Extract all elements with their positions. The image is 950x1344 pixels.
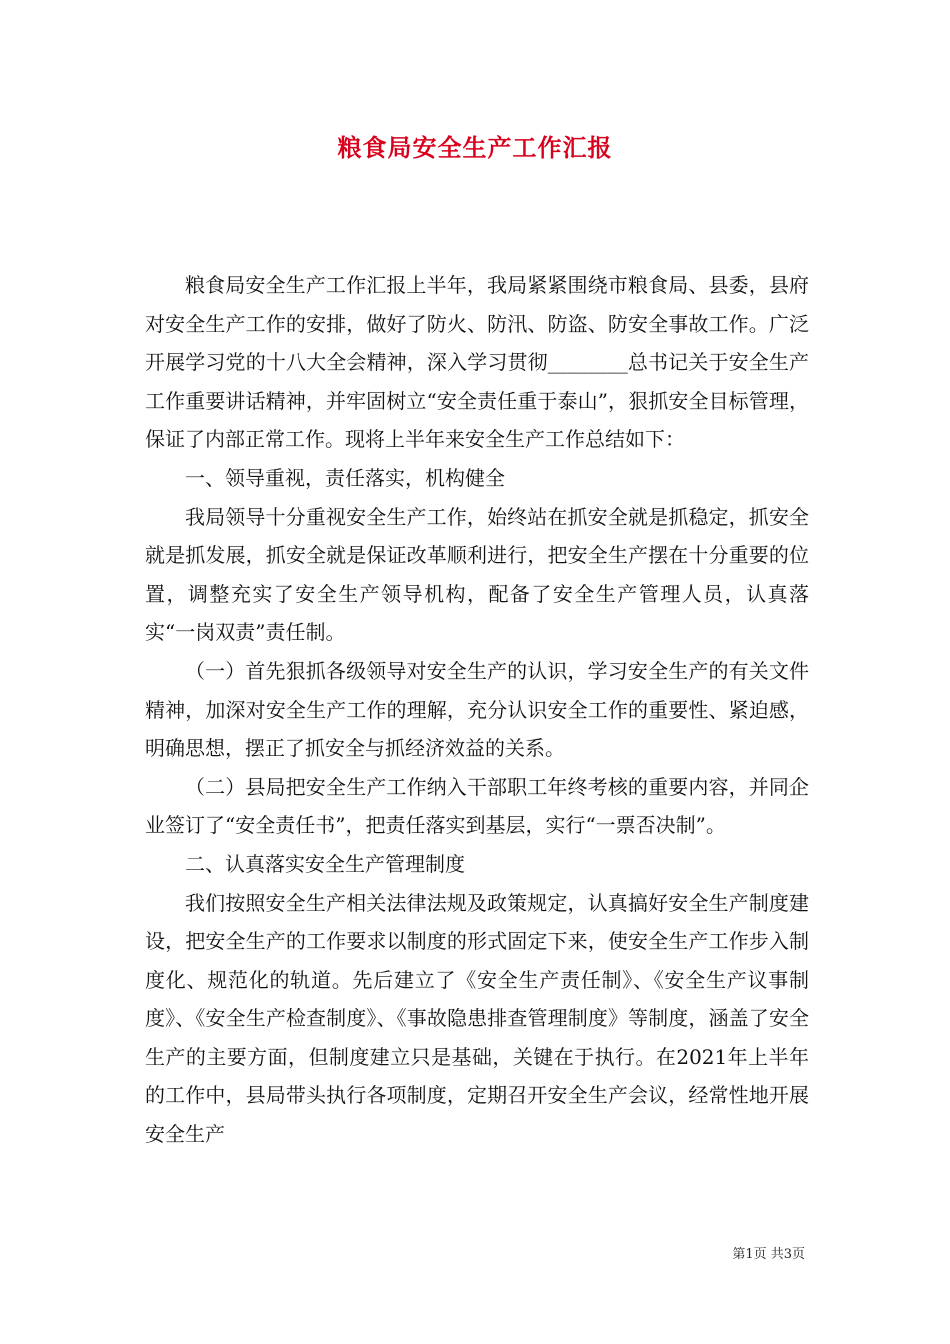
section-heading-1: 一、领导重视，责任落实，机构健全 bbox=[185, 465, 505, 490]
paragraph-item-1: （一）首先狠抓各级领导对安全生产的认识，学习安全生产的有关文件精神，加深对安全生产工作的理解，充分认识安全工作的重要性、紧迫感，明确思想，摆正了抓安全与抓经济效益的关系。 bbox=[145, 658, 809, 761]
paragraph-intro: 粮食局安全生产工作汇报上半年，我局紧紧围绕市粮食局、县委，县府对安全生产工作的安排，做好了防火、防汛、防盗、防安全事故工作。广泛开展学习党的十八大全会精神，深入学习贯彻________总书记关于安全生产工作重要讲话精神，并牢固树立“安全责任重于泰山”，狠抓安全目标管理，保证了内部正常工作。现将上半年来安全生产工作总结如下： bbox=[145, 273, 809, 452]
document-title: 粮食局安全生产工作汇报 bbox=[337, 133, 613, 162]
paragraph-section-1: 我局领导十分重视安全生产工作，始终站在抓安全就是抓稳定，抓安全就是抓发展，抓安全就是保证改革顺利进行，把安全生产摆在十分重要的位置，调整充实了安全生产领导机构，配备了安全生产管理人员，认真落实“一岗双责”责任制。 bbox=[145, 504, 809, 645]
paragraph-item-2: （二）县局把安全生产工作纳入干部职工年终考核的重要内容，并同企业签订了“安全责任书”，把责任落实到基层，实行“一票否决制”。 bbox=[145, 774, 809, 838]
document-body bbox=[145, 266, 809, 1154]
page-number: 第1页 共3页 bbox=[732, 1247, 805, 1262]
paragraph-section-2: 我们按照安全生产相关法律法规及政策规定，认真搞好安全生产制度建设，把安全生产的工作要求以制度的形式固定下来，使安全生产工作步入制度化、规范化的轨道。先后建立了《安全生产责任制》、《安全生产议事制度》、《安全生产检查制度》、《事故隐患排查管理制度》等制度，涵盖了安全生产的主要方面，但制度建立只是基础，关键在于执行。在2021年上半年的工作中，县局带头执行各项制度，定期召开安全生产会议，经常性地开展安全生产 bbox=[145, 890, 809, 1147]
section-heading-2: 二、认真落实安全生产管理制度 bbox=[185, 851, 465, 876]
